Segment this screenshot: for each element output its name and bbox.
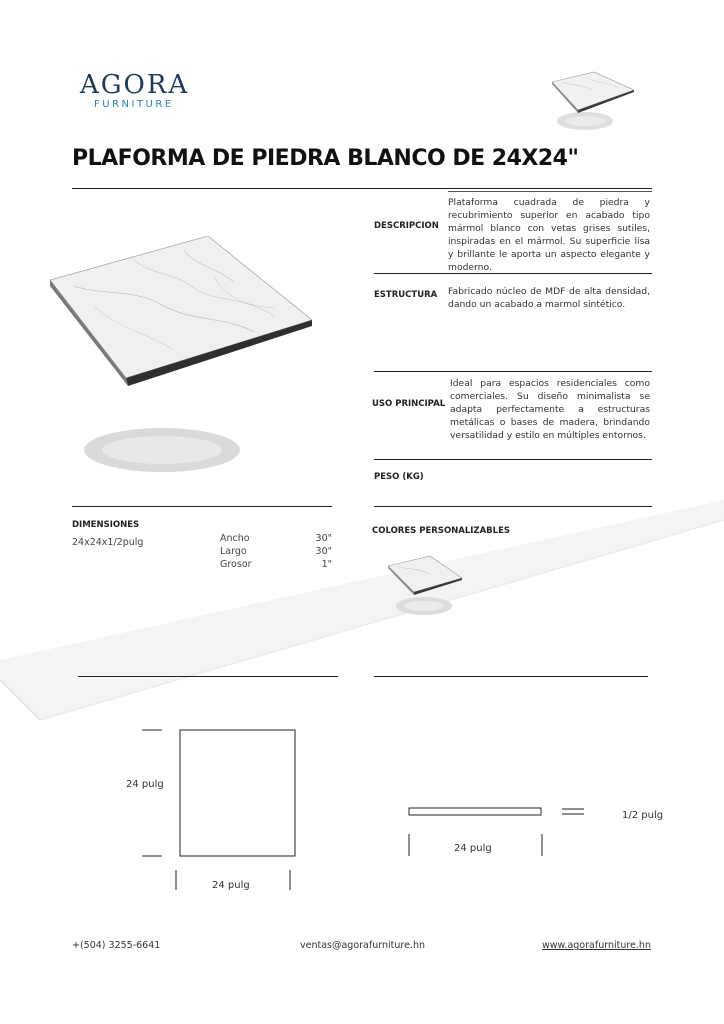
dimension-value-grosor: 1"	[321, 559, 332, 570]
section-divider-right	[374, 676, 648, 677]
side-view-thickness-label: 1/2 pulg	[622, 810, 664, 821]
top-view-height-label: 24 pulg	[126, 779, 164, 790]
uso-label: USO PRINCIPAL	[372, 399, 446, 409]
side-view-drawing	[404, 804, 594, 860]
colors-label: COLORES PERSONALIZABLES	[372, 526, 511, 536]
peso-label: PESO (KG)	[374, 472, 424, 482]
estructura-divider	[374, 371, 652, 372]
dimension-value-ancho: 30"	[315, 533, 332, 544]
footer-website-link[interactable]: www.agorafurniture.hn	[542, 940, 651, 951]
footer-email[interactable]: ventas@agorafurniture.hn	[300, 940, 425, 951]
product-image-main	[44, 236, 314, 476]
descripcion-divider	[374, 273, 652, 274]
title-divider	[72, 188, 652, 189]
peso-divider	[374, 506, 652, 507]
page-title: PLAFORMA DE PIEDRA BLANCO DE 24X24"	[72, 146, 579, 171]
estructura-text: Fabricado núcleo de MDF de alta densidad, dando un acabado a marmol sintético.	[448, 286, 650, 310]
footer-phone: +(504) 3255-6641	[72, 940, 161, 951]
brand-logo: AGORA	[80, 70, 190, 100]
dimension-name-ancho: Ancho	[220, 533, 250, 544]
dimensions-divider-top	[72, 506, 332, 507]
dimensions-model: 24x24x1/2pulg	[72, 537, 144, 548]
top-view-drawing	[140, 724, 300, 894]
product-thumbnail-top	[548, 68, 638, 136]
side-view-width-label: 24 pulg	[454, 843, 492, 854]
section-divider-left	[78, 676, 338, 677]
dimension-name-grosor: Grosor	[220, 559, 252, 570]
estructura-label: ESTRUCTURA	[374, 290, 438, 300]
color-swatch-white-marble[interactable]	[386, 552, 464, 618]
uso-text: Ideal para espacios residenciales como comerciales. Su diseño minimalista se adapta perfectamente a estructuras metálicas o bases de madera, brindando versatilidad y estilo en múltiples entornos.	[450, 378, 650, 441]
uso-divider	[374, 459, 652, 460]
brand-tagline: FURNITURE	[94, 99, 174, 110]
top-view-width-label: 24 pulg	[212, 880, 250, 891]
descripcion-label: DESCRIPCION	[374, 221, 439, 231]
descripcion-divider-top	[448, 191, 652, 192]
dimension-value-largo: 30"	[315, 546, 332, 557]
dimensions-label: DIMENSIONES	[72, 520, 140, 530]
descripcion-text: Plataforma cuadrada de piedra y recubrimiento superior en acabado tipo mármol blanco con vetas grises sutiles, inspiradas en el mármol. Su superficie lisa y brillante le aporta un aspecto elegante y moderno.	[448, 197, 650, 273]
dimension-name-largo: Largo	[220, 546, 247, 557]
